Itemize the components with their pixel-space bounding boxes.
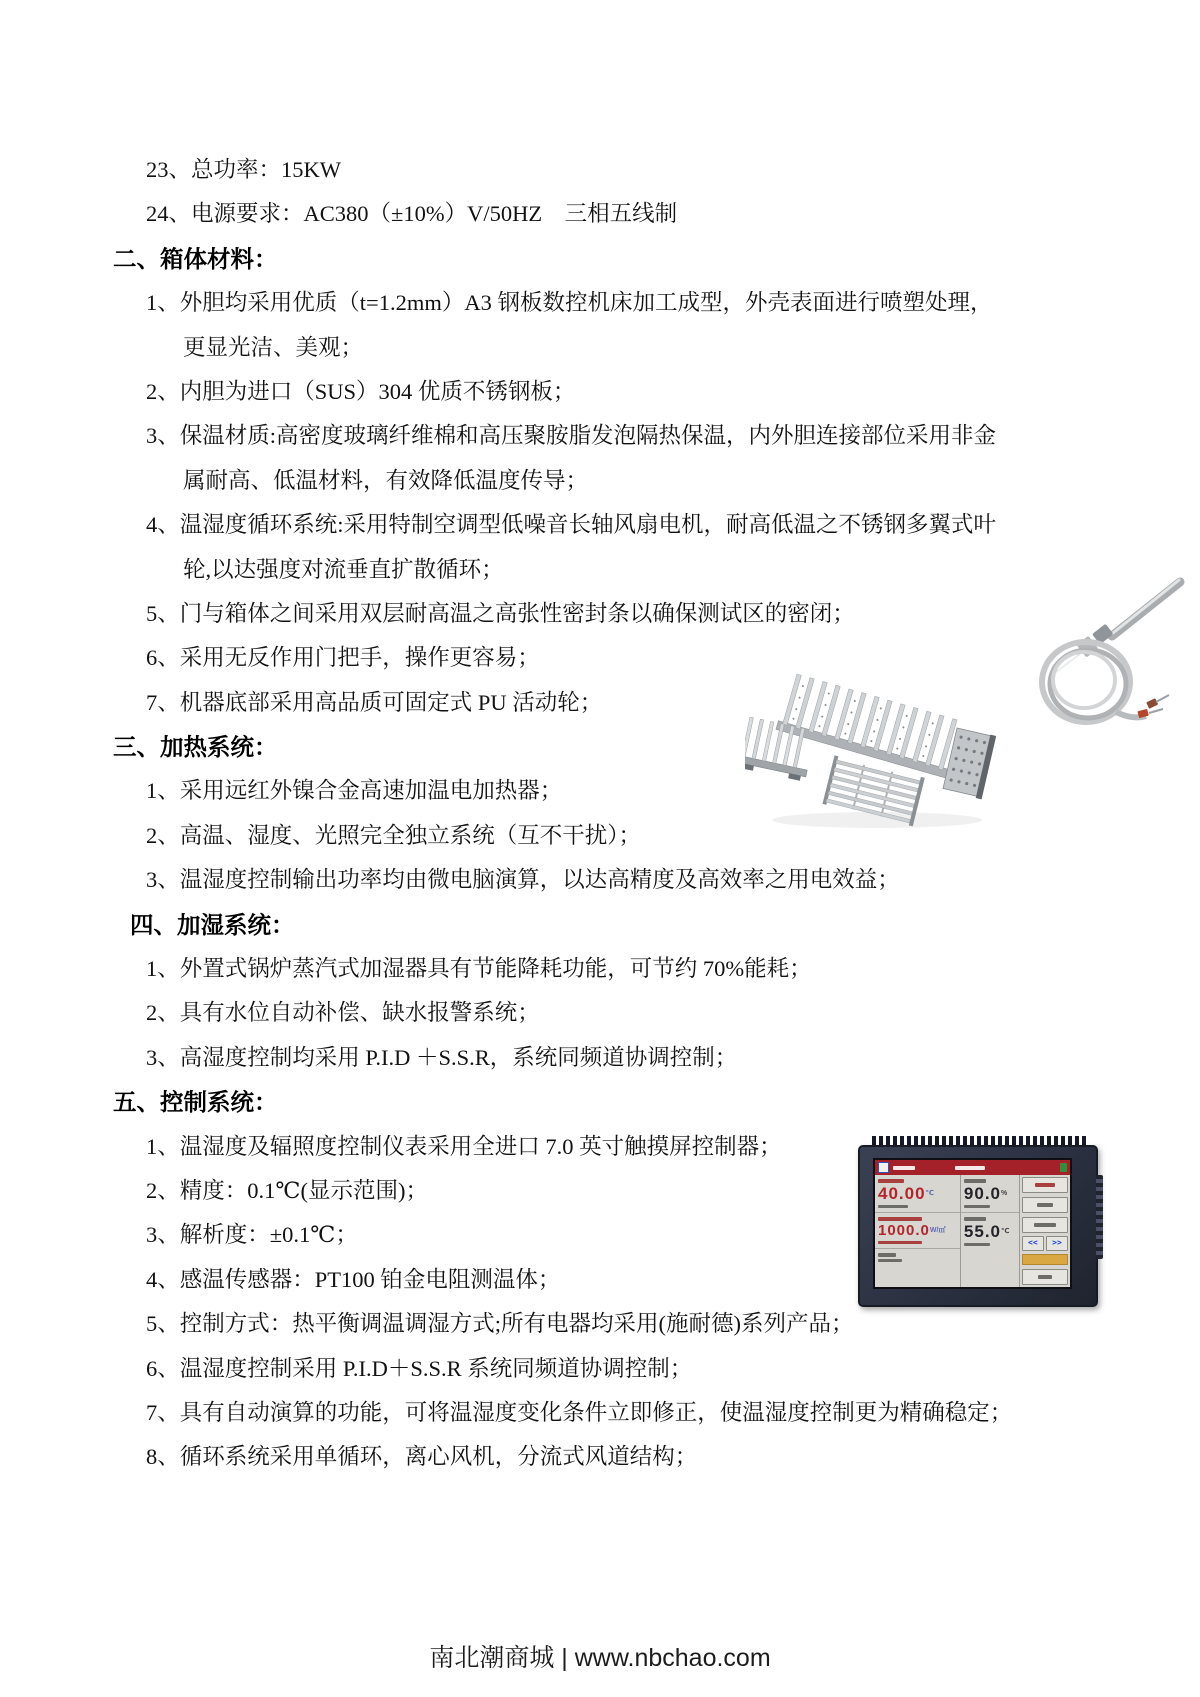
- header-mode-text: [893, 1166, 915, 1170]
- spec-line: 1、采用远红外镍合金高速加温电加热器；: [146, 778, 563, 804]
- status-dot-icon: [1060, 1163, 1067, 1172]
- sensor-cable-coil: [1042, 642, 1130, 722]
- header-title-text: [955, 1166, 985, 1170]
- spec-line: 5、控制方式：热平衡调温调湿方式;所有电器均采用(施耐德)系列产品；: [146, 1311, 854, 1337]
- spec-line: 更显光洁、美观；: [183, 334, 364, 360]
- controller-bezel: [858, 1145, 1098, 1307]
- spec-line: 2、高温、湿度、光照完全独立系统（互不干扰）；: [146, 822, 642, 848]
- screen-prev-button: <<: [1022, 1236, 1044, 1251]
- temperature2-readout: 55.0℃: [961, 1213, 1019, 1250]
- screen-button-run-settings: [1022, 1217, 1068, 1233]
- screen-button-updown: [1022, 1197, 1068, 1213]
- controller-side-fins: [1096, 1175, 1103, 1259]
- sensor-probe-rod: [1112, 582, 1180, 636]
- spec-line: 1、外胆均采用优质（t=1.2mm）A3 钢板数控机床加工成型，外壳表面进行喷塑处理，: [146, 290, 993, 316]
- spec-line: 3、温湿度控制输出功率均由微电脑演算，以达高精度及高效率之用电效益；: [146, 867, 900, 893]
- spec-line: 2、内胆为进口（SUS）304 优质不锈钢板；: [146, 378, 576, 404]
- screen-button-mode: [1022, 1177, 1068, 1193]
- controller-logo-icon: [878, 1162, 889, 1173]
- controller-orange-panel: [1022, 1254, 1068, 1265]
- spec-line: 3、高湿度控制均采用 P.I.D ＋S.S.R，系统同频道协调控制；: [146, 1044, 738, 1070]
- spec-line: 4、温湿度循环系统:采用特制空调型低噪音长轴风扇电机，耐高低温之不锈钢多翼式叶: [146, 512, 997, 538]
- screen-button-back: [1022, 1269, 1068, 1285]
- heater-fin-row: [776, 673, 963, 779]
- footer-site-label: 南北潮商城 | www.nbchao.com: [429, 1644, 771, 1672]
- heater-elements-image: [745, 662, 1010, 834]
- spec-line: 1、温湿度及辐照度控制仪表采用全进口 7.0 英寸触摸屏控制器；: [146, 1133, 782, 1159]
- irradiance-readout: $1000.0^{W/㎡}$: [875, 1213, 960, 1249]
- section-title-control-system: 五、控制系统：: [113, 1089, 278, 1116]
- sensor-wire-tip-brown: [1146, 698, 1158, 709]
- touchscreen-controller-image: [858, 1136, 1098, 1312]
- spec-line: 属耐高、低温材料，有效降低温度传导；: [183, 467, 589, 493]
- section-title-box-materials: 二、箱体材料：: [113, 245, 278, 272]
- humidity-readout: 90.0%: [961, 1175, 1019, 1213]
- spec-line: 7、具有自动演算的功能，可将温湿度变化条件立即修正，使温湿度控制更为精确稳定；: [146, 1399, 1013, 1425]
- section-title-heating-system: 三、加热系统：: [113, 734, 278, 761]
- controller-heatsink-teeth: [872, 1136, 1088, 1145]
- spec-line-23: 23、总功率：15KW: [146, 157, 341, 182]
- screen-next-button: >>: [1046, 1236, 1068, 1251]
- controller-screen: [873, 1158, 1072, 1289]
- spec-line: 6、采用无反作用门把手，操作更容易；: [146, 645, 540, 671]
- spec-line: 8、循环系统采用单循环，离心风机，分流式风道结构；: [146, 1444, 698, 1470]
- spec-line: 轮,以达强度对流垂直扩散循环；: [183, 556, 504, 582]
- spec-line: 3、保温材质:高密度玻璃纤维棉和高压聚胺脂发泡隔热保温，内外胆连接部位采用非金: [146, 423, 997, 449]
- spec-line: 2、精度：0.1℃(显示范围)；: [146, 1177, 429, 1203]
- spec-line-24: 24、电源要求：AC380（±10%）V/50HZ 三相五线制: [146, 201, 678, 227]
- spec-line: 4、感温传感器：PT100 铂金电阻测温体；: [146, 1266, 561, 1292]
- status-text-area: [875, 1249, 960, 1266]
- spec-line: 1、外置式锅炉蒸汽式加湿器具有节能降耗功能，可节约 70%能耗；: [146, 956, 812, 982]
- spec-line: 7、机器底部采用高品质可固定式 PU 活动轮；: [146, 689, 603, 715]
- section-title-humidifying-system: 四、加湿系统：: [130, 911, 295, 938]
- temperature-readout: 40.00℃: [875, 1175, 960, 1213]
- spec-line: 5、门与箱体之间采用双层耐高温之高张性密封条以确保测试区的密闭；: [146, 600, 855, 626]
- sensor-wire-tip-red: [1137, 709, 1148, 718]
- pt100-sensor-image: [1020, 568, 1190, 738]
- controller-screen-header: [875, 1160, 1070, 1175]
- spec-line: 6、温湿度控制采用 P.I.D＋S.S.R 系统同频道协调控制；: [146, 1355, 693, 1381]
- spec-line: 3、解析度：±0.1℃；: [146, 1222, 358, 1248]
- heater-left-block: [745, 716, 816, 781]
- spec-line: 2、具有水位自动补偿、缺水报警系统；: [146, 1000, 540, 1026]
